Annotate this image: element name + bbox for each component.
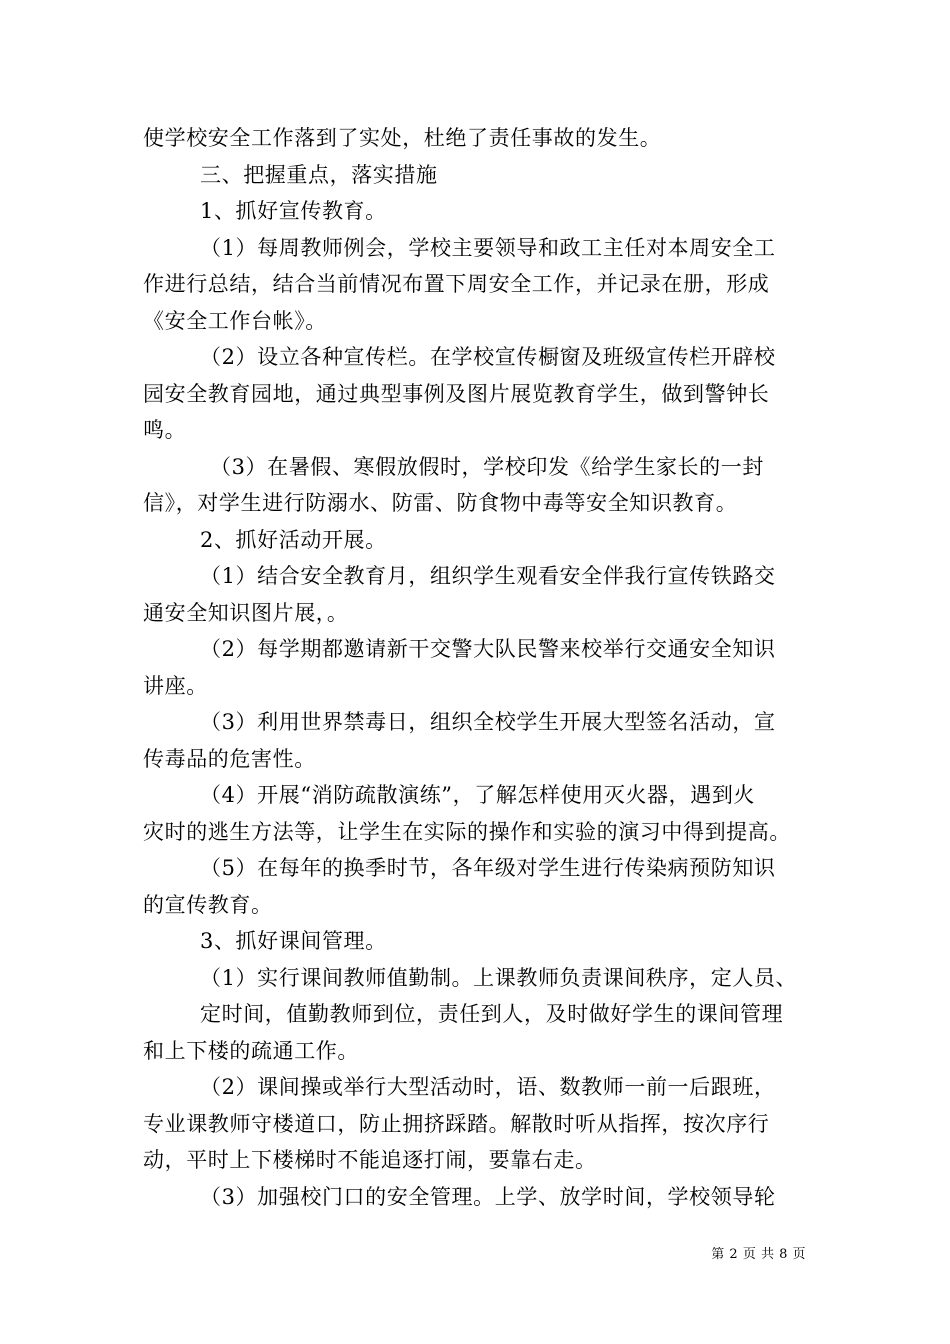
text-line: 和上下楼的疏通工作。 (143, 1039, 359, 1063)
text-line: （2）设立各种宣传栏。在学校宣传橱窗及班级宣传栏开辟校 (200, 345, 776, 369)
text-line: （3）利用世界禁毒日，组织全校学生开展大型签名活动，宣 (200, 710, 776, 734)
text-line: 《安全工作台帐》。 (143, 309, 327, 333)
subsection-heading: 2、抓好活动开展。 (200, 528, 387, 552)
section-heading: 三、把握重点，落实措施 (200, 163, 438, 187)
text-line: （3）加强校门口的安全管理。上学、放学时间，学校领导轮 (200, 1185, 776, 1209)
text-line: 的宣传教育。 (143, 893, 273, 917)
text-line: 通安全知识图片展，。 (143, 601, 349, 625)
text-line: 鸣。 (143, 418, 187, 442)
text-line: 使学校安全工作落到了实处，杜绝了责任事故的发生。 (143, 126, 662, 150)
text-line: 传毒品的危害性。 (143, 747, 316, 771)
text-line: 作进行总结，结合当前情况布置下周安全工作，并记录在册，形成 (143, 272, 770, 296)
text-line: （4）开展“消防疏散演练”，了解怎样使用灭火器，遇到火 (200, 783, 756, 807)
text-line: 灾时的逃生方法等，让学生在实际的操作和实验的演习中得到提高。 (143, 820, 791, 844)
text-line: （2）每学期都邀请新干交警大队民警来校举行交通安全知识 (200, 637, 776, 661)
subsection-heading: 1、抓好宣传教育。 (200, 199, 387, 223)
text-line: （1）实行课间教师值勤制。上课教师负责课间秩序，定人员、 (200, 966, 798, 990)
text-line: 定时间，值勤教师到位，责任到人，及时做好学生的课间管理 (200, 1002, 784, 1026)
text-line: 动，平时上下楼梯时不能追逐打闹，要靠右走。 (143, 1148, 597, 1172)
subsection-heading: 3、抓好课间管理。 (200, 929, 387, 953)
text-line: 专业课教师守楼道口，防止拥挤踩踏。解散时听从指挥，按次序行 (143, 1112, 770, 1136)
text-line: （3）在暑假、寒假放假时，学校印发《给学生家长的一封 (210, 455, 764, 479)
text-line: （1）每周教师例会，学校主要领导和政工主任对本周安全工 (200, 236, 776, 260)
text-line: （2）课间操或举行大型活动时，语、数教师一前一后跟班， (200, 1075, 776, 1099)
text-line: 讲座。 (143, 674, 208, 698)
text-line: 园安全教育园地，通过典型事例及图片展览教育学生，做到警钟长 (143, 382, 770, 406)
text-line: 信》，对学生进行防溺水、防雷、防食物中毒等安全知识教育。 (143, 491, 738, 515)
text-line: （5）在每年的换季时节，各年级对学生进行传染病预防知识 (200, 856, 776, 880)
text-line: （1）结合安全教育月，组织学生观看安全伴我行宣传铁路交 (200, 564, 776, 588)
page-footer: 第 2 页 共 8 页 (711, 1247, 806, 1262)
